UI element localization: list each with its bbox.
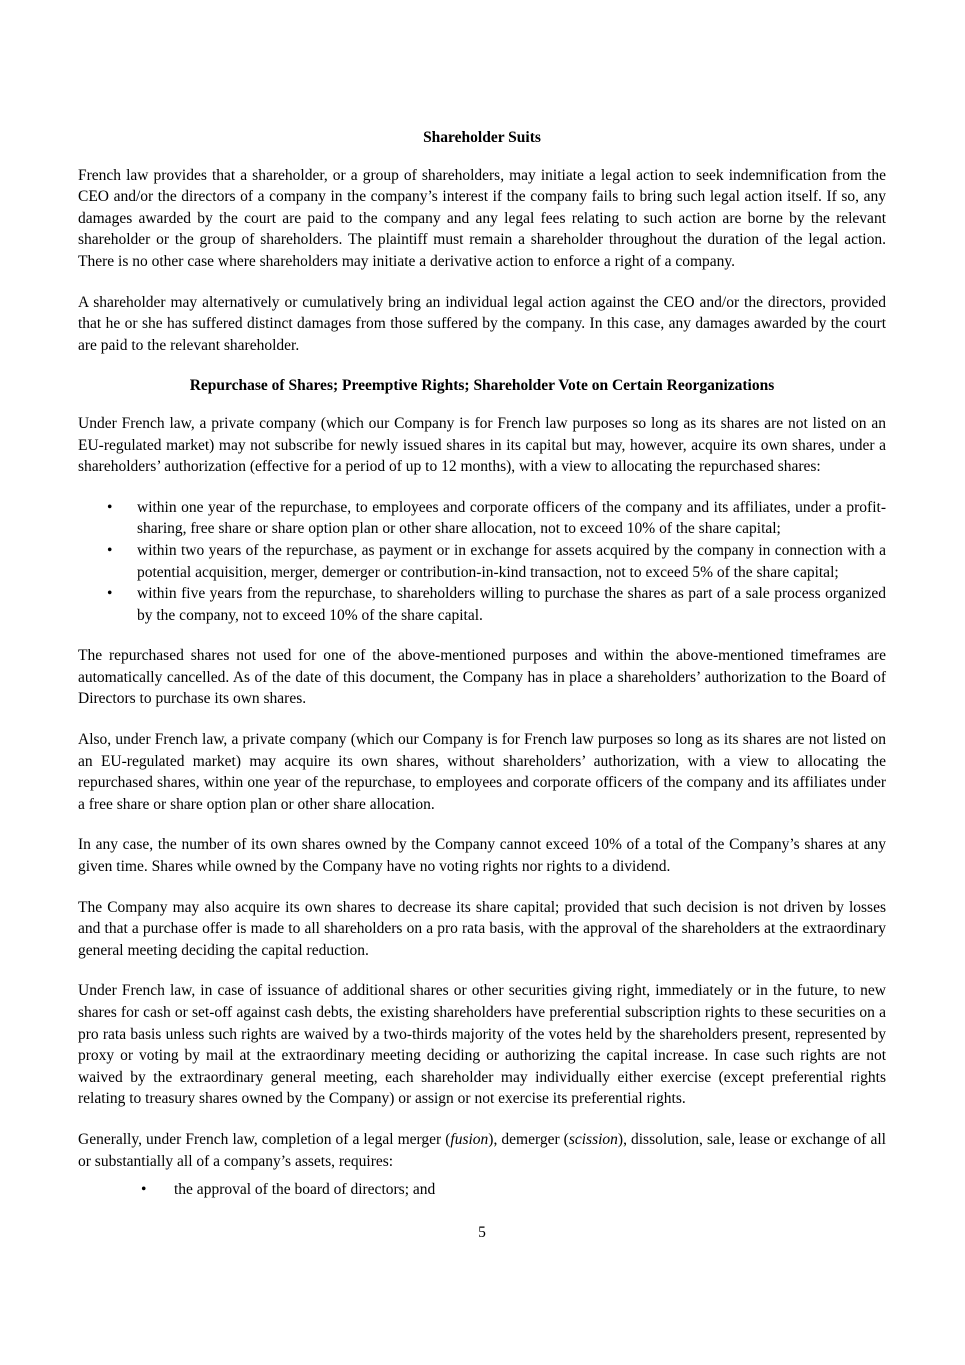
body-paragraph: Under French law, in case of issuance of additional shares or other securities giving right, immediately or in the future, to new shares for cash or set-off against cash debts, the existing shareholders have preferential subscription rights to these securities on a pro rata basis unless such rights are waived by a two-thirds majority of the votes held by the shareholders present, represented by proxy or voting by mail at the extraordinary meeting deciding or authorizing the capital increase. In case such rights are not waived by the extraordinary general meeting, each shareholder may individually either exercise (except preferential rights relating to treasury shares owned by the Company) or assign or not exercise its preferential rights.: [78, 982, 886, 1108]
body-paragraph: The repurchased shares not used for one of the above-mentioned purposes and within the above-mentioned timeframes are automatically cancelled. As of the date of this document, the Company has in place a shareholders’ authorization to the Board of Directors to purchase its own shares.: [78, 647, 886, 708]
body-paragraph: In any case, the number of its own shares owned by the Company cannot exceed 10% of a total of the Company’s shares at any given time. Shares while owned by the Company have no voting rights nor rights to a dividend.: [78, 836, 886, 876]
section-heading-repurchase: Repurchase of Shares; Preemptive Rights; Shareholder Vote on Certain Reorganizations: [189, 377, 775, 395]
bullet-list: [78, 497, 886, 627]
body-paragraph: [78, 1129, 886, 1172]
body-paragraph: French law provides that a shareholder, or a group of shareholders, may initiate a legal action to seek indemnification from the CEO and/or the directors of a company in the company’s interest if the company fails to bring such legal action itself. If so, any damages awarded by the court are paid to the company and any legal fees relating to such action are borne by the relevant shareholder or the group of shareholders. The plaintiff must remain a shareholder throughout the duration of the legal action. There is no other case where shareholders may initiate a derivative action to enforce a right of a company.: [78, 166, 886, 270]
bullet-item: • the approval of the board of directors; and: [78, 1179, 886, 1201]
text-run: ), dissolution, sale, lease or exchange of all or substantially all of a company’s assets, requires:: [78, 1130, 886, 1170]
page-number: 5: [478, 1223, 486, 1241]
italic-term-fusion: fusion: [450, 1130, 489, 1148]
sub-bullet-list: [78, 1179, 886, 1201]
bullet-item: • within two years of the repurchase, as payment or in exchange for assets acquired by the company in connection with a potential acquisition, merger, demerger or contribution-in-kind transaction, not to exceed 5% of the share capital;: [78, 540, 886, 583]
bullet-item: • within five years from the repurchase, to shareholders willing to purchase the shares as part of a sale process organized by the company, not to exceed 10% of the share capital.: [78, 583, 886, 626]
text-run: ), demerger (: [488, 1130, 569, 1148]
section-heading-shareholder-suits: Shareholder Suits: [423, 129, 541, 146]
text-run: Generally, under French law, completion of a legal merger (: [78, 1130, 451, 1148]
bullet-item: • within one year of the repurchase, to employees and corporate officers of the company and its affiliates, under a profit-sharing, free share or share option plan or other share allocation, not to exceed 10% of the share capital;: [78, 497, 886, 540]
body-paragraph: Also, under French law, a private company (which our Company is for French law purposes so long as its shares are not listed on an EU-regulated market) may acquire its own shares, without shareholders’ authorization, with a view to allocating the repurchased shares, within one year of the repurchase, to employees and corporate officers of the company and its affiliates under a free share or share option plan or other share allocation.: [78, 731, 886, 813]
body-paragraph: The Company may also acquire its own shares to decrease its share capital; provided that such decision is not driven by losses and that a purchase offer is made to all shareholders on a pro rata basis, with the approval of the shareholders at the extraordinary general meeting deciding the capital reduction.: [78, 898, 886, 959]
body-paragraph: Under French law, a private company (which our Company is for French law purposes so long as its shares are not listed on an EU-regulated market) may not subscribe for newly issued shares in its capital but may, however, acquire its own shares, under a shareholders’ authorization (effective for a period of up to 12 months), with a view to allocating the repurchased shares:: [78, 414, 886, 476]
body-paragraph: A shareholder may alternatively or cumulatively bring an individual legal action against the CEO and/or the directors, provided that he or she has suffered distinct damages from those suffered by the company. In this case, any damages awarded by the court are paid to the relevant shareholder.: [78, 293, 886, 354]
italic-term-scission: scission: [568, 1130, 618, 1148]
